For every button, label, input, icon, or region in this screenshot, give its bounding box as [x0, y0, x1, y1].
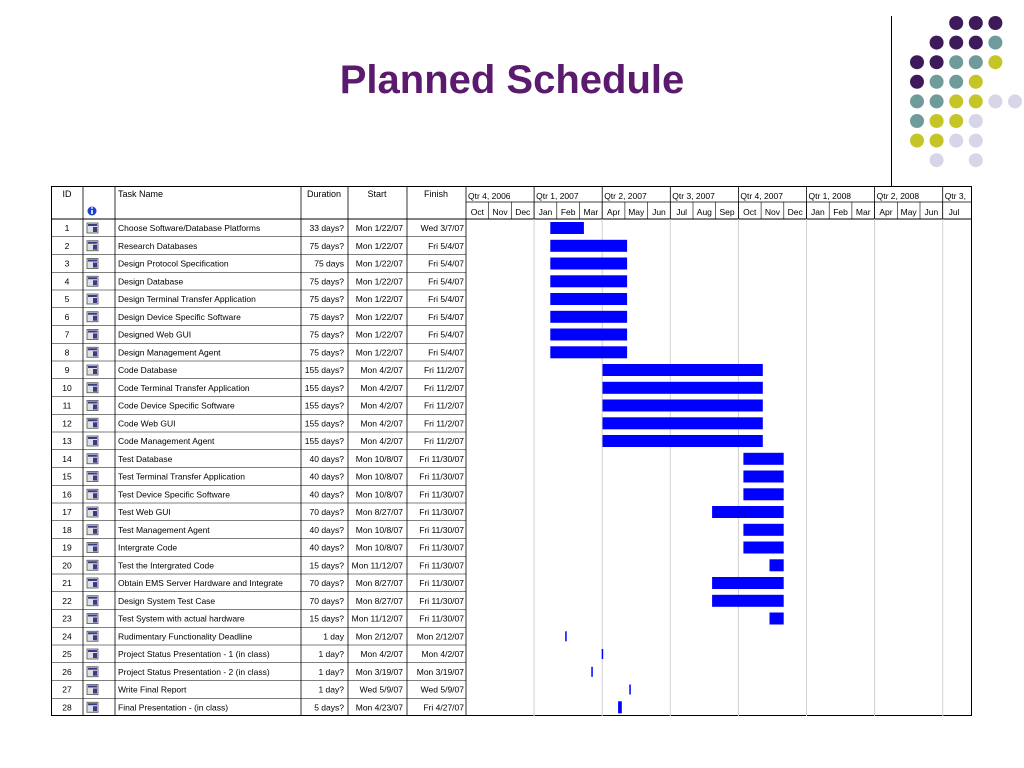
task-start: Mon 10/8/07: [355, 453, 403, 464]
task-type-icon-block: [93, 600, 97, 605]
decor-dot: [910, 114, 924, 128]
task-bar: [550, 293, 627, 305]
task-type-icon-bar: [88, 402, 97, 404]
task-duration: 70 days?: [309, 578, 344, 589]
task-duration: 75 days?: [309, 347, 344, 358]
task-type-icon-bar: [88, 544, 97, 546]
task-start: Mon 10/8/07: [355, 542, 403, 553]
task-duration: 40 days?: [309, 524, 344, 535]
task-finish: Fri 11/30/07: [419, 613, 464, 624]
decor-dot: [930, 134, 944, 148]
quarter-label: Qtr 1, 2008: [808, 191, 852, 201]
decor-dot: [930, 153, 944, 167]
month-label: Oct: [470, 207, 484, 217]
month-label: Oct: [743, 207, 757, 217]
month-label: Feb: [560, 207, 576, 217]
task-id: 10: [62, 382, 72, 393]
task-id: 1: [64, 223, 70, 234]
task-finish: Fri 5/4/07: [428, 240, 464, 251]
column-header-name: Task Name: [118, 189, 164, 199]
task-duration: 155 days?: [304, 400, 344, 411]
decor-dot: [930, 114, 944, 128]
task-type-icon-block: [93, 706, 97, 711]
task-type-icon-bar: [88, 313, 97, 315]
decor-dot: [930, 75, 944, 89]
task-id: 27: [62, 684, 72, 695]
task-type-icon-bar: [88, 615, 97, 617]
task-type-icon-block: [93, 316, 97, 321]
task-name: Test Management Agent: [118, 524, 210, 535]
task-name: Write Final Report: [118, 684, 187, 695]
month-label: May: [900, 207, 917, 217]
task-type-icon-bar: [88, 686, 97, 688]
task-id: 8: [64, 347, 70, 358]
task-bar: [770, 559, 784, 571]
task-type-icon-bar: [88, 668, 97, 670]
task-name: Design Management Agent: [118, 347, 221, 358]
task-finish: Mon 4/2/07: [421, 649, 464, 660]
decor-dot: [969, 36, 983, 50]
info-icon-dot: [91, 207, 93, 209]
task-finish: Fri 11/30/07: [419, 471, 464, 482]
task-type-icon-block: [93, 245, 97, 250]
task-bar: [743, 524, 783, 536]
task-name: Test Database: [118, 453, 173, 464]
decor-dot: [949, 55, 963, 69]
task-duration: 1 day: [323, 631, 344, 642]
task-type-icon-bar: [88, 295, 97, 297]
task-duration: 40 days?: [309, 471, 344, 482]
task-id: 2: [64, 240, 70, 251]
month-label: Jun: [924, 207, 939, 217]
month-label: Jan: [810, 207, 825, 217]
decor-dot: [949, 36, 963, 50]
task-name: Test the Intergrated Code: [118, 560, 214, 571]
quarter-label: Qtr 3, 2007: [672, 191, 715, 201]
task-start: Mon 11/12/07: [351, 613, 403, 624]
month-label: Apr: [879, 207, 893, 217]
task-bar: [743, 488, 783, 500]
decor-dot: [949, 94, 963, 108]
task-name: Research Databases: [118, 240, 198, 251]
task-start: Mon 4/2/07: [360, 382, 403, 393]
task-finish: Fri 11/30/07: [419, 560, 464, 571]
task-bar: [550, 346, 627, 358]
task-type-icon-block: [93, 298, 97, 303]
task-bar: [603, 382, 763, 394]
month-label: Jun: [652, 207, 666, 217]
task-type-icon-block: [93, 458, 97, 463]
task-finish: Fri 11/30/07: [419, 542, 464, 553]
task-start: Mon 1/22/07: [355, 294, 403, 305]
milestone-marker: [591, 667, 593, 677]
task-name: Design System Test Case: [118, 595, 216, 606]
task-duration: 155 days?: [304, 382, 344, 393]
task-duration: 155 days?: [304, 436, 344, 447]
task-finish: Fri 5/4/07: [428, 329, 464, 340]
quarter-label: Qtr 1, 2007: [536, 191, 579, 201]
task-id: 4: [64, 276, 70, 287]
task-duration: 15 days?: [309, 613, 344, 624]
task-name: Obtain EMS Server Hardware and Integrate: [118, 578, 283, 589]
task-finish: Fri 11/30/07: [419, 595, 464, 606]
task-type-icon-bar: [88, 490, 97, 492]
task-type-icon-block: [93, 387, 97, 392]
decor-dot: [1008, 94, 1022, 108]
task-finish: Fri 11/30/07: [419, 453, 464, 464]
task-type-icon-bar: [88, 366, 97, 368]
task-type-icon-bar: [88, 331, 97, 333]
task-start: Mon 8/27/07: [355, 507, 403, 518]
decor-dot: [910, 94, 924, 108]
month-label: Apr: [606, 207, 621, 217]
task-name: Intergrate Code: [118, 542, 178, 553]
column-header-id: ID: [62, 189, 72, 199]
task-id: 24: [62, 631, 72, 642]
task-duration: 70 days?: [309, 595, 344, 606]
task-start: Mon 11/12/07: [351, 560, 403, 571]
task-finish: Fri 5/4/07: [428, 294, 464, 305]
task-finish: Fri 11/30/07: [419, 489, 464, 500]
task-bar: [550, 275, 627, 287]
task-start: Mon 2/12/07: [355, 631, 403, 642]
task-type-icon-block: [93, 334, 97, 339]
task-id: 11: [62, 400, 72, 411]
task-duration: 40 days?: [309, 489, 344, 500]
decor-dot: [969, 94, 983, 108]
task-name: Design Device Specific Software: [118, 311, 241, 322]
task-finish: Fri 11/30/07: [419, 578, 464, 589]
task-start: Mon 1/22/07: [355, 311, 403, 322]
task-name: Design Protocol Specification: [118, 258, 229, 269]
task-id: 7: [64, 329, 70, 340]
decor-dot: [969, 153, 983, 167]
task-finish: Fri 11/30/07: [419, 524, 464, 535]
task-type-icon-bar: [88, 579, 97, 581]
task-name: Project Status Presentation - 2 (in class): [118, 666, 270, 677]
task-duration: 75 days?: [309, 240, 344, 251]
decor-dot: [988, 36, 1002, 50]
task-type-icon-block: [93, 227, 97, 232]
milestone-marker: [629, 685, 631, 695]
decor-dot: [969, 134, 983, 148]
task-type-icon-bar: [88, 526, 97, 528]
task-bar: [618, 701, 622, 713]
task-duration: 155 days?: [304, 418, 344, 429]
task-name: Code Terminal Transfer Application: [118, 382, 250, 393]
task-finish: Fri 5/4/07: [428, 347, 464, 358]
task-type-icon-bar: [88, 455, 97, 457]
task-type-icon-block: [93, 422, 97, 427]
month-label: Nov: [764, 207, 781, 217]
task-type-icon-bar: [88, 260, 97, 262]
task-duration: 33 days?: [309, 223, 344, 234]
task-finish: Fri 11/2/07: [423, 436, 464, 447]
task-type-icon-block: [93, 476, 97, 481]
task-duration: 15 days?: [309, 560, 344, 571]
column-header-finish: Finish: [423, 189, 449, 199]
task-id: 3: [64, 258, 70, 269]
decor-dot: [949, 134, 963, 148]
task-name: Code Database: [118, 365, 178, 376]
task-type-icon-bar: [88, 632, 97, 634]
task-id: 15: [62, 471, 72, 482]
task-type-icon-block: [93, 529, 97, 534]
task-duration: 5 days?: [314, 702, 344, 713]
task-id: 12: [62, 418, 72, 429]
task-type-icon-bar: [88, 597, 97, 599]
task-finish: Wed 3/7/07: [420, 223, 464, 234]
task-duration: 75 days?: [309, 294, 344, 305]
task-duration: 70 days?: [309, 507, 344, 518]
task-type-icon-block: [93, 618, 97, 623]
task-finish: Mon 2/12/07: [416, 631, 464, 642]
task-bar: [743, 471, 783, 483]
task-name: Code Management Agent: [118, 436, 215, 447]
task-name: Test System with actual hardware: [118, 613, 245, 624]
decor-dot: [949, 75, 963, 89]
task-bar: [712, 595, 784, 607]
task-id: 19: [62, 542, 72, 553]
task-type-icon-block: [93, 582, 97, 587]
task-duration: 1 day?: [318, 649, 344, 660]
task-duration: 75 days?: [309, 276, 344, 287]
task-bar: [550, 329, 627, 341]
task-type-icon-bar: [88, 419, 97, 421]
task-name: Choose Software/Database Platforms: [118, 223, 261, 234]
task-start: Mon 8/27/07: [355, 595, 403, 606]
task-type-icon-block: [93, 493, 97, 498]
month-label: Jan: [538, 207, 553, 217]
task-duration: 155 days?: [304, 365, 344, 376]
task-id: 26: [62, 666, 72, 677]
task-id: 6: [64, 311, 70, 322]
task-type-icon-bar: [88, 277, 97, 279]
decor-dot: [969, 75, 983, 89]
month-label: Feb: [833, 207, 848, 217]
column-header-start: Start: [367, 189, 387, 199]
task-finish: Fri 11/30/07: [419, 507, 464, 518]
task-id: 13: [62, 436, 72, 447]
task-type-icon-block: [93, 689, 97, 694]
milestone-marker: [602, 649, 604, 659]
decor-dot: [988, 55, 1002, 69]
task-bar: [550, 258, 627, 270]
task-name: Design Terminal Transfer Application: [118, 294, 256, 305]
task-bar: [550, 222, 584, 234]
task-name: Test Device Specific Software: [118, 489, 230, 500]
task-bar: [603, 400, 763, 412]
quarter-label: Qtr 3,: [944, 191, 966, 201]
task-id: 20: [62, 560, 72, 571]
task-type-icon-block: [93, 263, 97, 268]
gantt-chart: [51, 186, 972, 716]
task-type-icon-bar: [88, 508, 97, 510]
month-label: Mar: [855, 207, 871, 217]
task-name: Project Status Presentation - 1 (in class): [118, 649, 270, 660]
task-type-icon-block: [93, 671, 97, 676]
task-id: 17: [62, 507, 72, 518]
decor-dot: [930, 94, 944, 108]
task-bar: [603, 364, 763, 376]
task-type-icon-bar: [88, 224, 97, 226]
task-bar: [743, 453, 783, 465]
task-start: Mon 4/2/07: [360, 365, 403, 376]
decor-dot: [949, 114, 963, 128]
decor-dot: [988, 94, 1002, 108]
task-name: Final Presentation - (in class): [118, 702, 229, 713]
slide-title: Planned Schedule: [339, 58, 685, 102]
task-start: Mon 1/22/07: [355, 329, 403, 340]
task-duration: 75 days?: [309, 311, 344, 322]
task-start: Mon 10/8/07: [355, 524, 403, 535]
decor-dot: [930, 36, 944, 50]
task-bar: [603, 435, 763, 447]
task-type-icon-block: [93, 369, 97, 374]
task-id: 21: [62, 578, 72, 589]
task-duration: 40 days?: [309, 453, 344, 464]
task-id: 28: [62, 702, 72, 713]
task-type-icon-block: [93, 280, 97, 285]
task-name: Design Database: [118, 276, 184, 287]
task-type-icon-block: [93, 547, 97, 552]
task-start: Mon 8/27/07: [355, 578, 403, 589]
task-type-icon-bar: [88, 650, 97, 652]
decor-dot: [949, 16, 963, 30]
task-duration: 75 days?: [309, 329, 344, 340]
task-finish: Fri 5/4/07: [428, 311, 464, 322]
decor-dot: [969, 55, 983, 69]
quarter-label: Qtr 4, 2006: [468, 191, 511, 201]
task-type-icon-bar: [88, 561, 97, 563]
task-type-icon-bar: [88, 473, 97, 475]
task-id: 16: [62, 489, 72, 500]
month-label: Jul: [676, 207, 688, 217]
task-name: Code Device Specific Software: [118, 400, 235, 411]
month-label: Dec: [787, 207, 803, 217]
task-start: Mon 4/2/07: [360, 418, 403, 429]
decor-dot: [969, 114, 983, 128]
task-id: 23: [62, 613, 72, 624]
task-type-icon-block: [93, 635, 97, 640]
task-start: Mon 1/22/07: [355, 223, 403, 234]
task-type-icon-block: [93, 653, 97, 658]
task-start: Mon 3/19/07: [355, 666, 403, 677]
task-bar: [712, 577, 784, 589]
month-label: Jul: [948, 207, 960, 217]
month-label: Sep: [719, 207, 735, 217]
month-label: Dec: [515, 207, 531, 217]
task-name: Designed Web GUI: [118, 329, 192, 340]
milestone-marker: [565, 631, 567, 641]
task-type-icon-bar: [88, 384, 97, 386]
task-duration: 75 days: [314, 258, 344, 269]
month-label: Nov: [492, 207, 508, 217]
task-finish: Fri 11/2/07: [423, 400, 464, 411]
task-start: Mon 1/22/07: [355, 258, 403, 269]
task-name: Test Web GUI: [118, 507, 171, 518]
task-finish: Wed 5/9/07: [420, 684, 464, 695]
task-id: 25: [62, 649, 72, 660]
task-start: Mon 4/23/07: [355, 702, 403, 713]
task-start: Mon 4/2/07: [360, 436, 403, 447]
task-name: Test Terminal Transfer Application: [118, 471, 245, 482]
task-bar: [550, 240, 627, 252]
task-type-icon-block: [93, 564, 97, 569]
task-start: Mon 4/2/07: [360, 649, 403, 660]
task-bar: [743, 542, 783, 554]
task-type-icon-block: [93, 351, 97, 356]
quarter-label: Qtr 2, 2007: [604, 191, 647, 201]
decor-dot: [930, 55, 944, 69]
task-start: Mon 10/8/07: [355, 471, 403, 482]
quarter-label: Qtr 4, 2007: [740, 191, 783, 201]
task-finish: Fri 11/2/07: [423, 382, 464, 393]
task-bar: [550, 311, 627, 323]
task-finish: Fri 11/2/07: [423, 418, 464, 429]
task-type-icon-bar: [88, 348, 97, 350]
task-id: 5: [64, 294, 70, 305]
info-icon-stem: [91, 210, 93, 214]
task-start: Wed 5/9/07: [359, 684, 403, 695]
task-type-icon-bar: [88, 242, 97, 244]
task-duration: 1 day?: [318, 666, 344, 677]
decor-dot: [910, 134, 924, 148]
task-finish: Mon 3/19/07: [416, 666, 464, 677]
task-start: Mon 1/22/07: [355, 276, 403, 287]
task-duration: 1 day?: [318, 684, 344, 695]
task-finish: Fri 5/4/07: [428, 276, 464, 287]
task-type-icon-bar: [88, 703, 97, 705]
decor-dot: [910, 55, 924, 69]
task-type-icon-block: [93, 511, 97, 516]
task-start: Mon 4/2/07: [360, 400, 403, 411]
task-start: Mon 10/8/07: [355, 489, 403, 500]
task-finish: Fri 11/2/07: [423, 365, 464, 376]
task-bar: [712, 506, 784, 518]
task-id: 14: [62, 453, 72, 464]
task-start: Mon 1/22/07: [355, 240, 403, 251]
task-id: 22: [62, 595, 72, 606]
decor-dot: [988, 16, 1002, 30]
month-label: Mar: [583, 207, 599, 217]
task-duration: 40 days?: [309, 542, 344, 553]
decor-dot: [910, 75, 924, 89]
column-header-duration: Duration: [306, 189, 342, 199]
quarter-label: Qtr 2, 2008: [876, 191, 920, 201]
task-start: Mon 1/22/07: [355, 347, 403, 358]
decorative-dot-grid: [0, 0, 1024, 180]
task-bar: [770, 613, 784, 625]
task-id: 9: [64, 365, 70, 376]
decor-dot: [969, 16, 983, 30]
task-finish: Fri 4/27/07: [423, 702, 464, 713]
task-name: Code Web GUI: [118, 418, 176, 429]
month-label: May: [628, 207, 645, 217]
task-finish: Fri 5/4/07: [428, 258, 464, 269]
task-bar: [603, 417, 763, 429]
task-id: 18: [62, 524, 72, 535]
task-type-icon-block: [93, 405, 97, 410]
task-type-icon-bar: [88, 437, 97, 439]
task-type-icon-block: [93, 440, 97, 445]
month-label: Aug: [696, 207, 712, 217]
task-name: Rudimentary Functionality Deadline: [118, 631, 253, 642]
